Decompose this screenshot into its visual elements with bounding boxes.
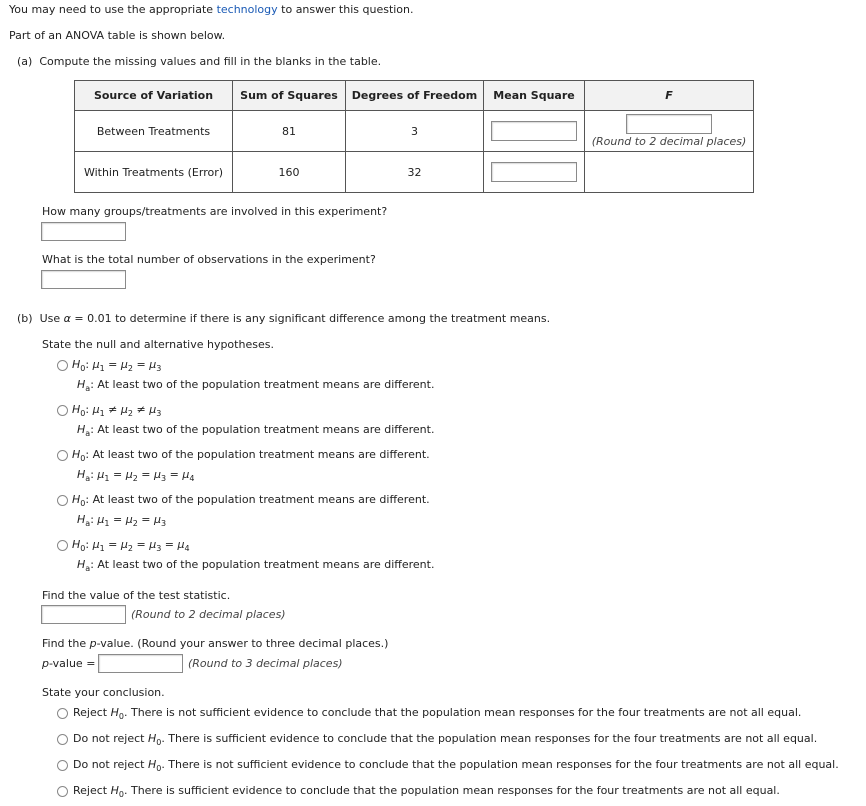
pvalue-input[interactable] [98,654,183,673]
part-a-label: (a) [17,55,33,68]
hypothesis-option-3-radio[interactable] [57,450,68,461]
option-4-alt: $H_a$: $\mu_1 = \mu_2 = \mu_3$ [77,513,167,528]
conclusion-option-2-radio[interactable] [57,734,68,745]
option-3-alt: $H_a$: $\mu_1 = \mu_2 = \mu_3 = \mu_4$ [77,468,195,483]
conclusion-option-2-text: Do not reject $H_0$. There is sufficient evidence to conclude that the population mean responses for the four treatments are not all equal. [73,732,818,747]
within-source: Within Treatments (Error) [75,152,233,193]
table-row [75,152,754,193]
test-stat-prompt: Find the value of the test statistic. [42,589,231,602]
option-2-alt: $H_a$: At least two of the population treatment means are different. [77,423,435,438]
pvalue-hint: (Round to 3 decimal places) [188,657,343,670]
part-b-text: = 0.01 to determine if there is any significant difference among the treatment means. [70,312,551,325]
conclusion-option-3-radio[interactable] [57,760,68,771]
conclusion-option-4-text: Reject $H_0$. There is sufficient evidence to conclude that the population mean responses for the four treatments are not all equal. [73,784,780,799]
pvalue-prompt: Find the p-value. (Round your answer to three decimal places.) [42,637,389,650]
part-a-text: Compute the missing values and fill in the blanks in the table. [39,55,382,68]
anova-header-row [75,81,754,111]
within-ss: 160 [233,152,346,193]
observations-input[interactable] [41,270,126,289]
f-cell [585,111,754,152]
conclusion-prompt: State your conclusion. [42,686,165,699]
anova-table [74,80,754,193]
between-df: 3 [346,111,484,152]
empty-f-cell [585,152,754,193]
alpha-symbol: α [63,312,71,325]
option-5-null: $H_0$: $\mu_1 = \mu_2 = \mu_3 = \mu_4$ [72,538,190,553]
header-f: F [585,81,754,111]
option-1-alt: $H_a$: At least two of the population treatment means are different. [77,378,435,393]
option-4-null: $H_0$: At least two of the population treatment means are different. [72,493,430,508]
part-b-instruction [17,312,550,325]
part-a-instruction [17,55,381,68]
hypothesis-option-4-radio[interactable] [57,495,68,506]
conclusion-option-3-text: Do not reject $H_0$. There is not sufficient evidence to conclude that the population mean responses for the four treatments are not all equal. [73,758,839,773]
option-3-null: $H_0$: At least two of the population treatment means are different. [72,448,430,463]
option-5-alt: $H_a$: At least two of the population treatment means are different. [77,558,435,573]
test-stat-hint: (Round to 2 decimal places) [131,608,286,621]
pvalue-label: p-value = [42,657,96,670]
option-2-null: $H_0$: $\mu_1 \ne \mu_2 \ne \mu_3$ [72,403,162,418]
header-ss: Sum of Squares [233,81,346,111]
intro-text: You may need to use the appropriate [9,3,217,16]
header-source: Source of Variation [75,81,233,111]
intro-line-1 [9,3,414,16]
groups-question: How many groups/treatments are involved in this experiment? [42,205,388,218]
groups-input[interactable] [41,222,126,241]
conclusion-option-4-radio[interactable] [57,786,68,797]
between-ss: 81 [233,111,346,152]
between-ms-cell [484,111,585,152]
f-hint: (Round to 2 decimal places) [591,135,747,148]
conclusion-option-1-radio[interactable] [57,708,68,719]
intro-text: to answer this question. [277,3,414,16]
hypothesis-option-1-radio[interactable] [57,360,68,371]
within-df: 32 [346,152,484,193]
hypothesis-option-2-radio[interactable] [57,405,68,416]
within-ms-cell [484,152,585,193]
intro-line-2: Part of an ANOVA table is shown below. [9,29,226,42]
between-source: Between Treatments [75,111,233,152]
within-ms-input[interactable] [491,162,577,182]
part-b-label: (b) [17,312,33,325]
test-stat-input[interactable] [41,605,126,624]
hypothesis-option-5-radio[interactable] [57,540,68,551]
conclusion-option-1-text: Reject $H_0$. There is not sufficient evidence to conclude that the population mean responses for the four treatments are not all equal. [73,706,802,721]
header-ms: Mean Square [484,81,585,111]
option-1-null: $H_0$: $\mu_1 = \mu_2 = \mu_3$ [72,358,162,373]
between-ms-input[interactable] [491,121,577,141]
header-df: Degrees of Freedom [346,81,484,111]
part-b-text: Use [39,312,64,325]
hypotheses-prompt: State the null and alternative hypotheses. [42,338,274,351]
table-row [75,111,754,152]
observations-question: What is the total number of observations in the experiment? [42,253,376,266]
f-input[interactable] [626,114,712,134]
technology-link[interactable]: technology [216,3,278,16]
